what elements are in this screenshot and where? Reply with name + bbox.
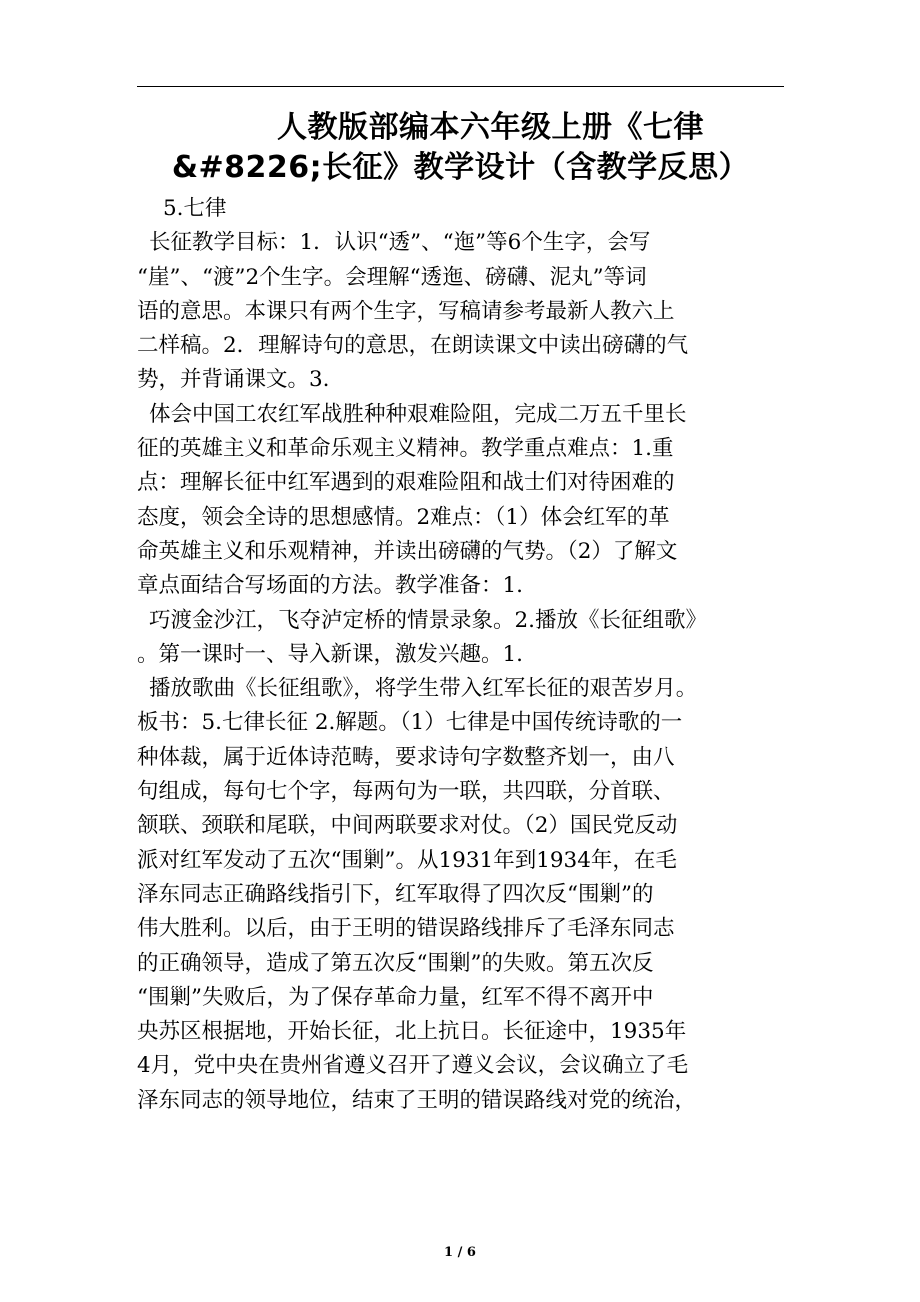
body-line: 体会中国工农红军战胜种种艰难险阻，完成二万五千里长 bbox=[149, 401, 687, 427]
body-line: “崖”、“渡”2个生字。会理解“透迤、磅礴、泥丸”等词 bbox=[137, 264, 647, 290]
title-line-2: &#8226;长征》教学设计（含教学反思） bbox=[171, 150, 750, 185]
body-line: 板书：5.七律长征 2.解题。（1）七律是中国传统诗歌的一 bbox=[137, 710, 683, 736]
body-line: 泽东同志的领导地位，结束了王明的错误路线对党的统治， bbox=[137, 1087, 697, 1113]
body-line: 章点面结合写场面的方法。教学准备：1. bbox=[137, 573, 524, 599]
body-line: “围剿”失败后，为了保存革命力量，红军不得不离开中 bbox=[137, 984, 654, 1010]
body-line: 播放歌曲《长征组歌》，将学生带入红军长征的艰苦岁月。 bbox=[149, 676, 698, 702]
body-line: 语的意思。本课只有两个生字，写稿请参考最新人教六上 bbox=[137, 298, 675, 324]
body-line: 巧渡金沙江，飞夺泸定桥的情景录象。2.播放《长征组歌》 bbox=[149, 607, 708, 633]
header-rule bbox=[137, 86, 784, 87]
body-line: 的正确领导，造成了第五次反“围剿”的失败。第五次反 bbox=[137, 950, 654, 976]
body-line: 命英雄主义和乐观精神，并读出磅礴的气势。（2）了解文 bbox=[137, 538, 678, 564]
title-line-1: 人教版部编本六年级上册《七律 bbox=[277, 110, 704, 145]
body-line: 4月，党中央在贵州省遵义召开了遵义会议，会议确立了毛 bbox=[137, 1053, 689, 1079]
body-line: 长征教学目标：1．认识“透”、“迤”等6个生字，会写 bbox=[149, 230, 651, 256]
body-line: 派对红军发动了五次“围剿”。从1931年到1934年，在毛 bbox=[137, 847, 677, 873]
body-line: 征的英雄主义和革命乐观主义精神。教学重点难点：1.重 bbox=[137, 436, 674, 462]
body-line: 。第一课时一、导入新课，激发兴趣。1. bbox=[137, 641, 524, 667]
body-line: 二样稿。2．理解诗句的意思，在朗读课文中读出磅礴的气 bbox=[137, 333, 689, 359]
body-line: 央苏区根据地，开始长征，北上抗日。长征途中，1935年 bbox=[137, 1019, 687, 1045]
document-title bbox=[137, 108, 784, 188]
body-line: 点：理解长征中红军遇到的艰难险阻和战士们对待困难的 bbox=[137, 470, 675, 496]
body-line: 伟大胜利。以后，由于王明的错误路线排斥了毛泽东同志 bbox=[137, 916, 675, 942]
section-heading: 5.七律 bbox=[163, 196, 227, 221]
document-body bbox=[137, 192, 787, 1118]
body-line: 颔联、颈联和尾联，中间两联要求对仗。（2）国民党反动 bbox=[137, 813, 678, 839]
body-line: 种体裁，属于近体诗范畴，要求诗句字数整齐划一，由八 bbox=[137, 744, 675, 770]
body-line: 势，并背诵课文。3. bbox=[137, 367, 330, 393]
page-number: 1 / 6 bbox=[444, 1245, 476, 1260]
body-line: 句组成，每句七个字，每两句为一联，共四联，分首联、 bbox=[137, 779, 675, 805]
body-line: 泽东同志正确路线指引下，红军取得了四次反“围剿”的 bbox=[137, 881, 654, 907]
body-line: 态度，领会全诗的思想感情。2难点：（1）体会红军的革 bbox=[137, 504, 670, 530]
